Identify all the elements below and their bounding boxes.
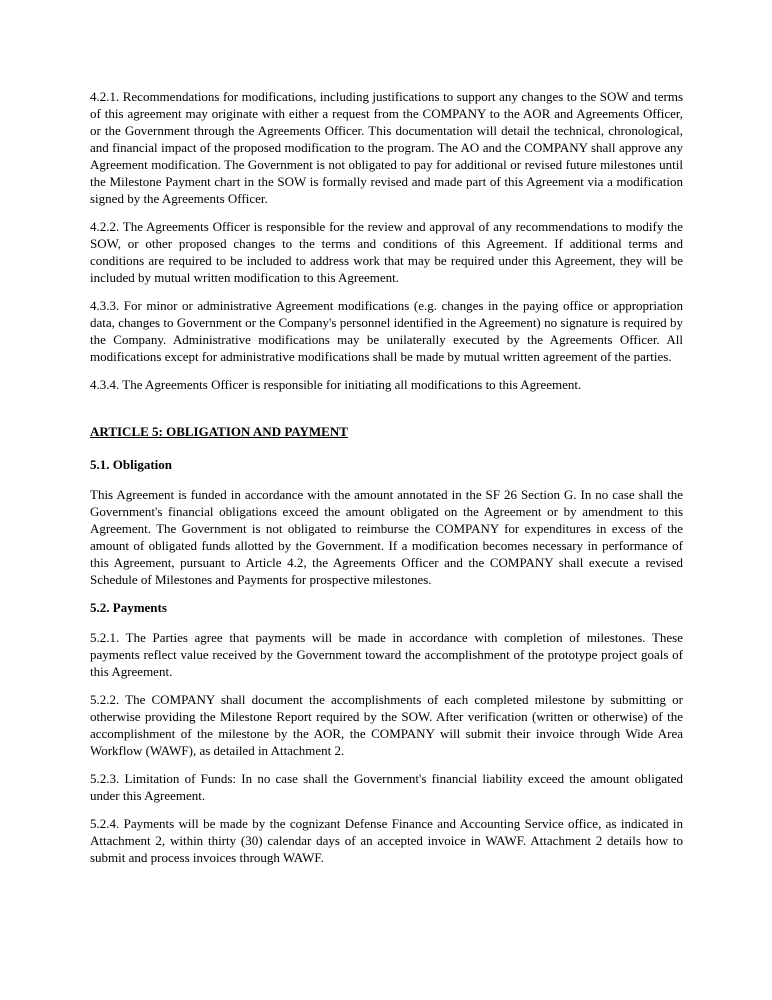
- paragraph-5-2-3: 5.2.3. Limitation of Funds: In no case shall the Government's financial liability exceed the amount obligated under this Agreement.: [90, 771, 683, 803]
- paragraph-5-2-2: 5.2.2. The COMPANY shall document the accomplishments of each completed milestone by submitting or otherwise providing the Milestone Report required by the SOW. After verification (written or otherwise) of the accomplishment of the milestone by the AOR, the COMPANY will submit their invoice through Wide Area Workflow (WAWF), as detailed in Attachment 2.: [90, 692, 683, 758]
- section-5-1-heading: 5.1. Obligation: [90, 457, 172, 472]
- paragraph-4-2-2: 4.2.2. The Agreements Officer is responsible for the review and approval of any recommendations to modify the SOW, or other proposed changes to the terms and conditions of this Agreement. If additional terms and conditions are required to be included to address work that may be required under this Agreement, they will be included by mutual written modification to this Agreement.: [90, 219, 683, 285]
- article-5-heading: ARTICLE 5: OBLIGATION AND PAYMENT: [90, 424, 348, 439]
- paragraph-4-2-1: 4.2.1. Recommendations for modifications, including justifications to support any changes to the SOW and terms of this agreement may originate with either a request from the COMPANY to the AOR and Agreements Officer, or the Government through the Agreements Officer. This documentation will detail the technical, chronological, and financial impact of the proposed modification to the program. The AO and the COMPANY shall approve any Agreement modification. The Government is not obligated to pay for additional or revised future milestones until the Milestone Payment chart in the SOW is formally revised and made part of this Agreement via a modification signed by the Agreements Officer.: [90, 89, 683, 206]
- paragraph-4-3-4: 4.3.4. The Agreements Officer is responsible for initiating all modifications to this Agreement.: [90, 377, 582, 392]
- document-content: [90, 0, 683, 866]
- paragraph-4-3-3: 4.3.3. For minor or administrative Agreement modifications (e.g. changes in the paying office or appropriation data, changes to Government or the Company's personnel identified in the Agreement) no signature is required by the Company. Administrative modifications may be unilaterally executed by the Agreements Officer. All modifications except for administrative modifications shall be made by mutual written agreement of the parties.: [90, 298, 683, 364]
- section-5-2-heading: 5.2. Payments: [90, 600, 167, 615]
- paragraph-5-1-body: This Agreement is funded in accordance with the amount annotated in the SF 26 Section G. In no case shall the Government's financial obligations exceed the amount obligated on the Agreement or by amendment to this Agreement. The Government is not obligated to reimburse the COMPANY for expenditures in excess of the amount of obligated funds allotted by the Government. If a modification becomes necessary in performance of this Agreement, pursuant to Article 4.2, the Agreements Officer and the COMPANY shall execute a revised Schedule of Milestones and Payments for prospective milestones.: [90, 487, 683, 587]
- paragraph-5-2-4: 5.2.4. Payments will be made by the cognizant Defense Finance and Accounting Service office, as indicated in Attachment 2, within thirty (30) calendar days of an accepted invoice in WAWF. Attachment 2 details how to submit and process invoices through WAWF.: [90, 816, 683, 865]
- paragraph-5-2-1: 5.2.1. The Parties agree that payments will be made in accordance with completion of milestones. These payments reflect value received by the Government toward the accomplishment of the prototype project goals of this Agreement.: [90, 630, 683, 679]
